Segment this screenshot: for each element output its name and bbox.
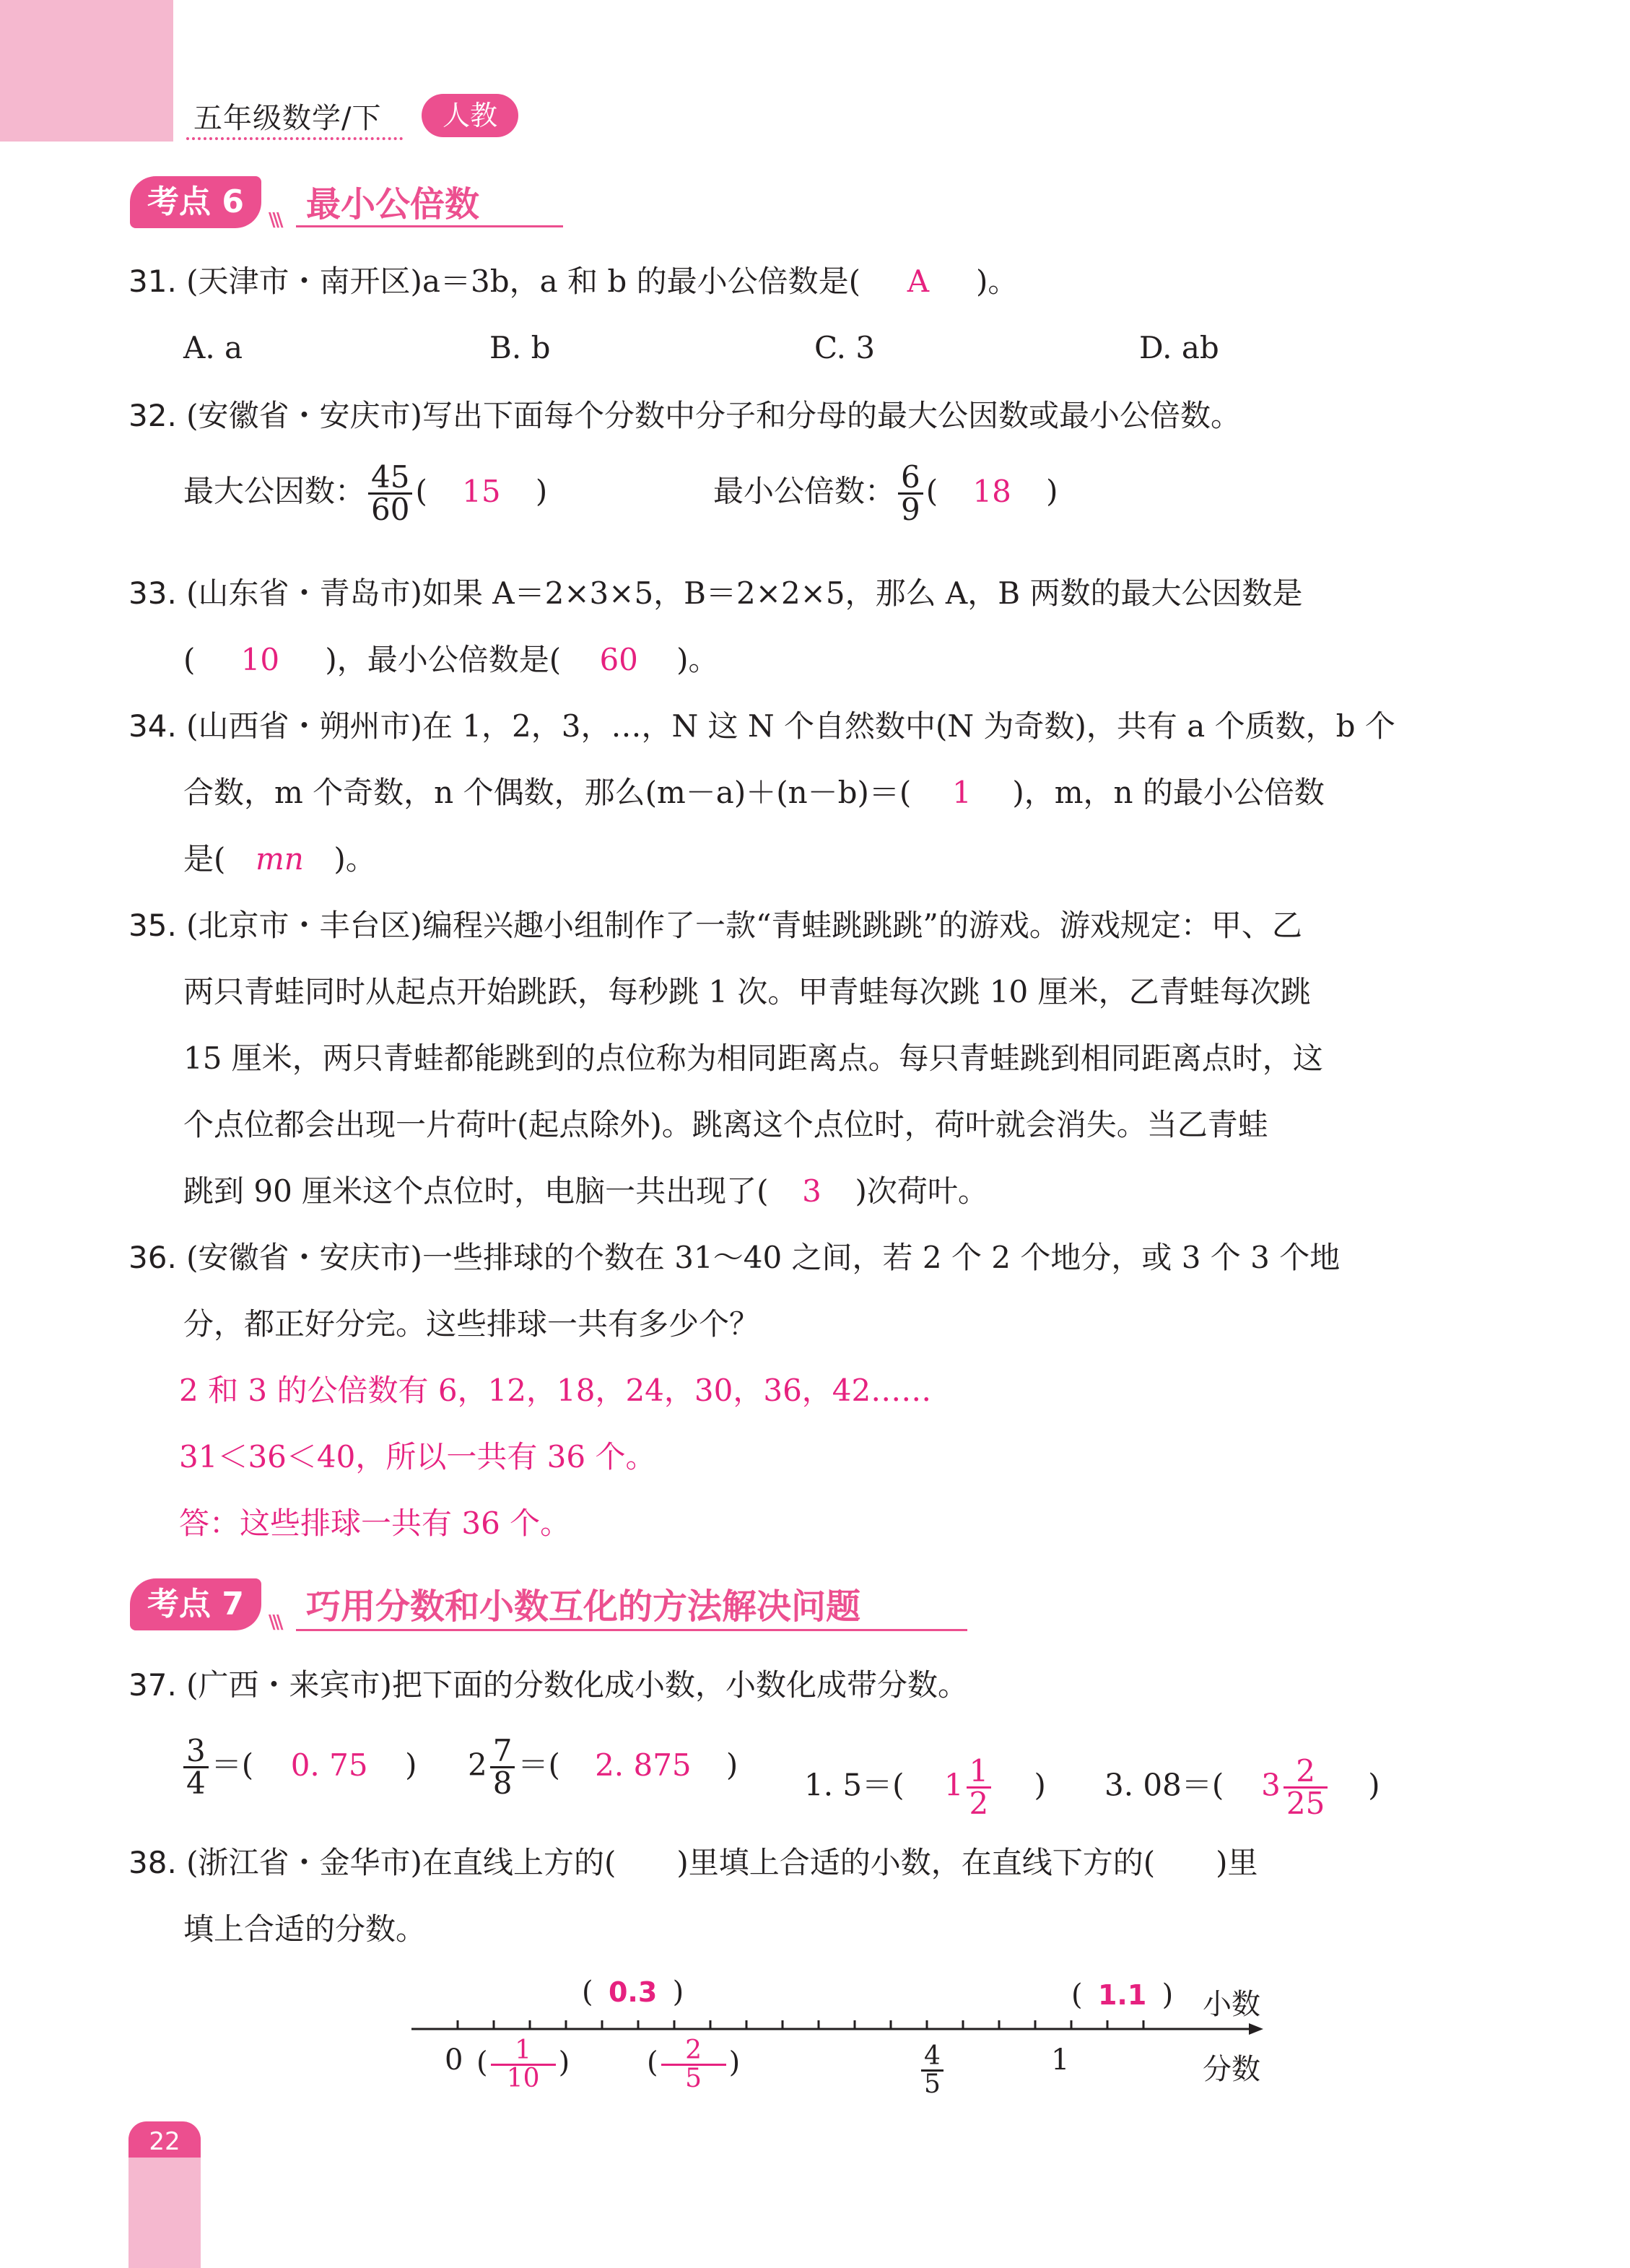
question-source: (浙江省・金华市)	[186, 1845, 422, 1880]
denominator: 10	[491, 2064, 556, 2092]
answer-fraction	[1283, 1753, 1328, 1821]
question-32	[128, 394, 1241, 438]
denominator: 2	[967, 1786, 992, 1819]
answer-blank[interactable]: mn	[255, 841, 304, 877]
decimal-answer-1	[582, 1976, 684, 2009]
q32-gcf-item: 最大公因数： $\frac{45}{60}$ ( 15 )	[183, 459, 548, 527]
numerator: 1	[515, 2035, 532, 2065]
title-underline	[186, 137, 403, 140]
question-31	[128, 260, 1018, 303]
answer-blank[interactable]: 60	[599, 642, 638, 677]
section-badge-7: 考点 7	[130, 1578, 261, 1630]
question-37	[128, 1664, 968, 1707]
equals-paren: ＝(	[1181, 1767, 1224, 1803]
q37-item-3	[804, 1753, 1046, 1821]
decimal-row-label: 小数	[1203, 1988, 1260, 2021]
question-source: (安徽省・安庆市)	[186, 1240, 422, 1275]
close-paren: )	[1034, 1767, 1046, 1803]
lcm-label: 最小公倍数：	[713, 473, 896, 509]
question-stem: a＝3b，a 和 b 的最小公倍数是(	[422, 264, 860, 299]
question-33-line2: ( 10 )，最小公倍数是( 60 )。	[183, 638, 719, 682]
question-text: )次荷叶。	[855, 1173, 988, 1209]
decimal: 1. 5	[804, 1767, 863, 1803]
question-line: 在直线上方的( )里填上合适的小数，在直线下方的( )里	[422, 1845, 1258, 1880]
question-38	[128, 1841, 1258, 1885]
fraction	[898, 459, 923, 527]
q37-item-1	[180, 1733, 417, 1801]
answer-fraction	[967, 1753, 992, 1821]
answer-blank[interactable]: 10	[240, 642, 280, 677]
option-d: D. ab	[1139, 330, 1219, 365]
question-number: 38.	[128, 1845, 177, 1880]
fraction-row-label: 分数	[1203, 2053, 1260, 2086]
section-badge-6: 考点 6	[130, 176, 261, 228]
fraction-answer-2	[647, 2035, 741, 2093]
question-source: (安徽省・安庆市)	[186, 398, 422, 433]
question-36	[128, 1236, 1340, 1279]
question-stem: 把下面的分数化成小数，小数化成带分数。	[391, 1667, 968, 1703]
answer-fraction[interactable]	[491, 2035, 556, 2093]
option-b: B. b	[489, 330, 551, 365]
fraction	[490, 1733, 515, 1801]
question-number: 35.	[128, 908, 177, 943]
decimal-answer-2	[1071, 1978, 1173, 2012]
answer-blank[interactable]: 18	[972, 473, 1011, 509]
question-number: 31.	[128, 264, 177, 299]
question-source: (山东省・青岛市)	[186, 575, 422, 611]
book-title: 五年级数学/下	[193, 102, 382, 135]
question-text: )。	[676, 642, 719, 677]
given-fraction	[918, 2043, 946, 2098]
close-paren: )	[558, 2046, 570, 2080]
denominator: 5	[921, 2069, 943, 2098]
question-text: )，m，n 的最小公倍数	[1012, 775, 1325, 810]
worked-solution-answer: 答：这些排球一共有 36 个。	[179, 1506, 571, 1541]
question-stem: 写出下面每个分数中分子和分母的最大公因数或最小公倍数。	[422, 398, 1241, 433]
zero-label: 0	[445, 2043, 463, 2077]
question-line: 编程兴趣小组制作了一款“青蛙跳跳跳”的游戏。游戏规定：甲、乙	[422, 908, 1302, 943]
numerator: 4	[924, 2041, 941, 2071]
section-decoration: \\\	[269, 1612, 281, 1633]
question-source: (山西省・朔州市)	[186, 708, 422, 744]
worked-solution-line: 2 和 3 的公倍数有 6，12，18，24，30，36，42……	[179, 1373, 932, 1408]
numerator: 2	[685, 2035, 702, 2065]
gcf-label: 最大公因数：	[183, 473, 366, 509]
open-paren: (	[582, 1976, 593, 2009]
question-number: 37.	[128, 1667, 177, 1703]
equals-paren: ＝(	[518, 1747, 560, 1783]
equals-paren: ＝(	[211, 1747, 254, 1783]
denominator: 4	[183, 1766, 209, 1799]
decimal: 3. 08	[1104, 1767, 1182, 1803]
fraction	[183, 1733, 209, 1801]
question-close: )。	[975, 264, 1019, 299]
question-35-line4: 个点位都会出现一片荷叶(起点除外)。跳离这个点位时，荷叶就会消失。当乙青蛙	[183, 1107, 1268, 1142]
denominator: 60	[368, 492, 412, 525]
question-text: 合数，m 个奇数，n 个偶数，那么(m－a)＋(n－b)＝(	[183, 775, 912, 810]
section-title-7: 巧用分数和小数互化的方法解决问题	[306, 1586, 861, 1627]
numerator: 3	[186, 1733, 206, 1768]
answer-fraction[interactable]	[661, 2035, 726, 2093]
close-paren: )	[672, 1976, 684, 2009]
question-text: 是(	[183, 841, 226, 877]
option-c: C. 3	[814, 330, 876, 365]
question-source: (北京市・丰台区)	[186, 908, 422, 943]
question-line: 在 1，2，3，…，N 这 N 个自然数中(N 为奇数)，共有 a 个质数，b 个	[422, 708, 1395, 744]
corner-tab	[0, 0, 173, 142]
worked-solution-line: 31＜36＜40，所以一共有 36 个。	[179, 1439, 656, 1474]
denominator: 25	[1283, 1786, 1328, 1819]
answer-blank[interactable]: A	[907, 264, 930, 299]
answer-blank[interactable]: 0. 75	[290, 1747, 368, 1783]
question-number: 33.	[128, 575, 177, 611]
question-number: 36.	[128, 1240, 177, 1275]
answer-blank[interactable]: 3	[802, 1173, 821, 1209]
question-34-line3	[183, 838, 376, 881]
section-rule	[296, 1629, 967, 1631]
question-text: )，最小公倍数是(	[325, 642, 562, 677]
open-paren: (	[476, 2046, 488, 2080]
denominator: 5	[661, 2064, 726, 2092]
answer-whole: 3	[1261, 1767, 1281, 1803]
numerator: 6	[901, 459, 920, 495]
answer-blank[interactable]: 1.1	[1097, 1979, 1147, 2011]
numerator: 1	[969, 1753, 989, 1789]
question-38-line2: 填上合适的分数。	[183, 1911, 427, 1947]
section-decoration: \\\	[269, 209, 281, 231]
whole-number: 2	[468, 1747, 487, 1783]
question-source: (天津市・南开区)	[186, 264, 422, 299]
equals-paren: ＝(	[862, 1767, 905, 1803]
question-34	[128, 705, 1395, 748]
question-line: 一些排球的个数在 31～40 之间，若 2 个 2 个地分，或 3 个 3 个地	[422, 1240, 1341, 1275]
close-paren: )	[1162, 1978, 1174, 2012]
question-35-line3: 15 厘米，两只青蛙都能跳到的点位称为相同距离点。每只青蛙跳到相同距离点时，这	[183, 1040, 1323, 1076]
page-number: 22	[128, 2121, 201, 2158]
question-number: 32.	[128, 398, 177, 433]
numerator: 7	[492, 1733, 513, 1768]
close-paren: )	[725, 1747, 738, 1783]
answer-blank[interactable]	[1224, 1753, 1368, 1821]
question-33	[128, 572, 1302, 615]
answer-whole: 1	[943, 1767, 964, 1803]
question-35-line5	[183, 1170, 988, 1213]
denominator: 8	[490, 1766, 515, 1799]
denominator: 9	[898, 492, 923, 525]
q32-lcm-item: 最小公倍数： $\frac{6}{9}$ ( 18 )	[713, 459, 1058, 527]
answer-blank[interactable]: 1	[951, 775, 972, 810]
q37-item-4	[1104, 1753, 1380, 1821]
open-paren: (	[1071, 1978, 1083, 2012]
fraction	[921, 2043, 943, 2098]
one-label: 1	[1051, 2043, 1070, 2077]
edition-badge: 人教	[422, 94, 518, 137]
question-35-line2: 两只青蛙同时从起点开始跳跃，每秒跳 1 次。甲青蛙每次跳 10 厘米，乙青蛙每次跳	[183, 974, 1311, 1009]
number-line-ticks	[458, 2020, 1143, 2029]
close-paren: )	[1368, 1767, 1380, 1803]
section-title-6: 最小公倍数	[306, 184, 480, 225]
answer-blank[interactable]	[905, 1753, 1034, 1821]
arrow-icon	[1249, 2023, 1263, 2035]
question-34-line2	[183, 771, 1325, 814]
question-36-line2: 分，都正好分完。这些排球一共有多少个？	[183, 1306, 760, 1342]
answer-blank[interactable]: 2. 875	[595, 1747, 692, 1783]
fraction-answer-1	[476, 2035, 570, 2093]
question-text: 跳到 90 厘米这个点位时，电脑一共出现了(	[183, 1173, 769, 1209]
numerator: 45	[371, 459, 410, 495]
question-number: 34.	[128, 708, 177, 744]
close-paren: )	[728, 2046, 741, 2080]
option-a: A. a	[183, 330, 243, 365]
section-rule	[296, 225, 563, 227]
q37-item-2	[468, 1733, 738, 1801]
fraction	[368, 459, 412, 527]
numerator: 2	[1296, 1753, 1315, 1789]
answer-blank[interactable]: 15	[462, 473, 501, 509]
question-line: 如果 A＝2×3×5，B＝2×2×5，那么 A，B 两数的最大公因数是	[422, 575, 1303, 611]
question-35	[128, 904, 1302, 947]
question-source: (广西・来宾市)	[186, 1667, 392, 1703]
close-paren: )	[405, 1747, 417, 1783]
question-text: )。	[334, 841, 376, 877]
answer-blank[interactable]: 0.3	[608, 1976, 658, 2008]
open-paren: (	[647, 2046, 658, 2080]
